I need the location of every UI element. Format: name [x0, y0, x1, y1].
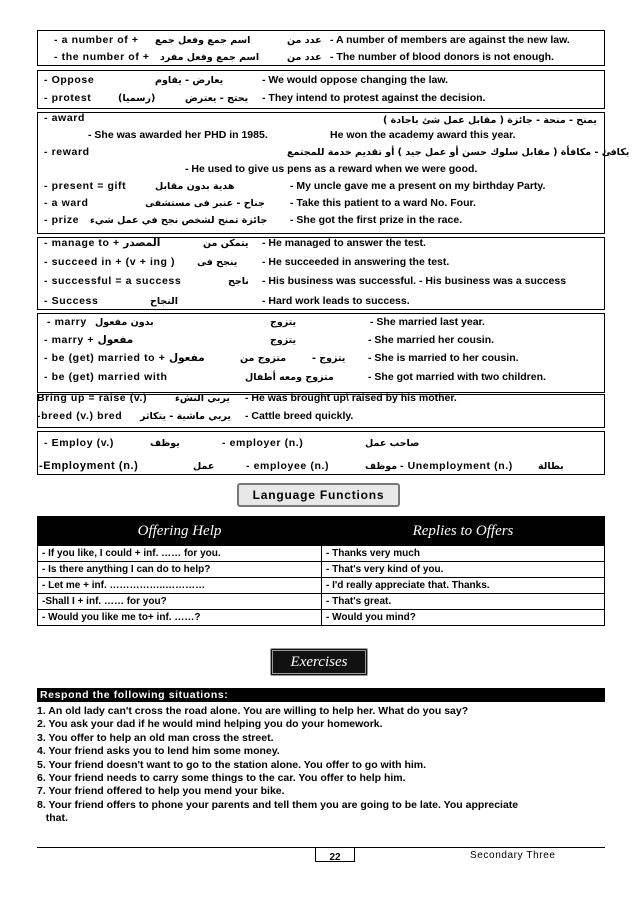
- the-number-of-example: - The number of blood donors is not enough.: [330, 51, 554, 63]
- marry-object-example: - She married her cousin.: [368, 334, 495, 346]
- marry-arabic-2: يتزوج: [270, 317, 297, 328]
- married-with-arabic: متزوج ومعه أطفال: [245, 372, 334, 383]
- number-of-arabic: اسم جمع وفعل جمع: [155, 35, 251, 46]
- replies-header: Replies to Offers: [322, 517, 605, 546]
- list-item: 7. Your friend offered to help you mend your bike.: [37, 785, 285, 798]
- ward-arabic: جناح - عنبر فى مستشفى: [145, 198, 265, 209]
- exercises-instruction: Respond the following situations:: [37, 688, 605, 702]
- employ-arabic: يوظف: [150, 438, 180, 449]
- succeed-term: - succeed in + (v + ing ): [44, 256, 176, 268]
- reply-cell: - That's great.: [322, 594, 605, 610]
- list-item: that.: [37, 812, 68, 825]
- manage-example: - He managed to answer the test.: [262, 237, 426, 249]
- reply-cell: - Thanks very much: [322, 546, 605, 562]
- succeed-arabic: ينجح فى: [197, 257, 238, 268]
- oppose-arabic: يعارض - يقاوم: [155, 75, 224, 86]
- married-with-example: - She got married with two children.: [368, 371, 546, 383]
- award-arabic: يمنح - منحة - جائزة ( مقابل عمل شئ باجادة ): [383, 115, 597, 126]
- offer-cell: - Would you like me to+ inf. ……?: [38, 610, 322, 626]
- married-to-term: - be (get) married to + مفعول: [44, 352, 205, 364]
- breed-example: - Cattle breed quickly.: [245, 410, 354, 422]
- reward-arabic: يكافئ - مكافأة ( مقابل سلوك حسن أو عمل جيد ) أو تقديم خدمة للمجتمع: [287, 147, 630, 158]
- protest-arabic-note: (رسميا): [118, 93, 156, 104]
- the-number-of-arabic: اسم جمع وفعل مفرد: [160, 52, 260, 63]
- married-to-arabic: متزوج من: [240, 353, 287, 364]
- present-arabic: هدية بدون مقابل: [155, 181, 235, 192]
- number-of-term: - a number of +: [54, 34, 139, 46]
- offer-cell: - Is there anything I can do to help?: [38, 562, 322, 578]
- offer-cell: - Let me + inf. ……………..…………: [38, 578, 322, 594]
- exercises-banner: [270, 648, 368, 676]
- reply-cell: - Would you mind?: [322, 610, 605, 626]
- ward-example: - Take this patient to a ward No. Four.: [290, 197, 476, 209]
- language-functions-table: [37, 516, 605, 626]
- the-number-of-term: - the number of +: [54, 51, 150, 63]
- the-number-of-arabic-2: عدد من: [287, 52, 322, 63]
- bring-up-example: - He was brought up\ raised by his mother.: [245, 392, 457, 404]
- prize-term: - prize: [44, 214, 80, 226]
- successful-example: - His business was successful. - His business was a success: [262, 275, 567, 287]
- employment-arabic: عمل: [193, 461, 215, 472]
- employer-arabic: صاحب عمل: [365, 438, 420, 449]
- ward-term: - a ward: [44, 197, 89, 209]
- unemployment-arabic: بطالة: [538, 461, 564, 472]
- successful-arabic: ناجح: [228, 276, 249, 287]
- list-item: 6. Your friend needs to carry some things to the car. You offer to help him.: [37, 772, 406, 785]
- employ-term: - Employ (v.): [44, 437, 115, 449]
- success-arabic: النجاح: [150, 296, 178, 307]
- marry-arabic: بدون مفعول: [95, 317, 154, 328]
- marry-example: - She married last year.: [370, 316, 485, 328]
- protest-example: - They intend to protest against the decision.: [262, 92, 486, 104]
- prize-example: - She got the first prize in the race.: [290, 214, 463, 226]
- success-example: - Hard work leads to success.: [262, 295, 410, 307]
- present-term: - present = gift: [44, 180, 127, 192]
- marry-object-arabic: يتزوج: [270, 335, 297, 346]
- bring-up-term: Bring up = raise (v.): [37, 392, 148, 404]
- prize-arabic: جائزة تمنح لشخص نجح في عمل شيء: [90, 215, 268, 226]
- reward-example: - He used to give us pens as a reward when we were good.: [185, 163, 478, 175]
- employee-arabic: موظف: [365, 461, 398, 472]
- reward-term: - reward: [44, 146, 90, 158]
- page-number-box: [315, 847, 355, 862]
- breed-term: -breed (v.) bred: [37, 410, 123, 422]
- footer-label: Secondary Three: [470, 850, 556, 861]
- exercises-list: [37, 705, 612, 826]
- offering-help-header: Offering Help: [38, 517, 322, 546]
- list-item: 5. Your friend doesn't want to go to the station alone. You offer to go with him.: [37, 758, 427, 771]
- protest-arabic: يحتج - يعترض: [185, 93, 249, 104]
- married-to-arabic-2: يتزوج -: [312, 353, 346, 364]
- married-with-term: - be (get) married with: [44, 371, 168, 383]
- protest-term: - protest: [44, 92, 92, 104]
- succeed-example: - He succeeded in answering the test.: [262, 256, 450, 268]
- success-term: - Success: [44, 295, 99, 307]
- offer-cell: - If you like, I could + inf. …… for you.: [38, 546, 322, 562]
- award-term: - award: [44, 112, 85, 124]
- successful-term: - successful = a success: [44, 275, 182, 287]
- list-item: 2. You ask your dad if he would mind helping you do your homework.: [37, 718, 383, 731]
- employee-term: - employee (n.): [246, 460, 330, 472]
- number-of-example: - A number of members are against the new law.: [330, 34, 570, 46]
- oppose-example: - We would oppose changing the law.: [262, 74, 449, 86]
- reply-cell: - That's very kind of you.: [322, 562, 605, 578]
- unemployment-term: - Unemployment (n.): [400, 460, 513, 472]
- offer-cell: -Shall I + inf. …… for you?: [38, 594, 322, 610]
- language-functions-title: Language Functions: [252, 488, 385, 502]
- page-number: 22: [329, 852, 341, 863]
- oppose-term: - Oppose: [44, 74, 95, 86]
- award-example-1: - She was awarded her PHD in 1985.: [88, 129, 268, 141]
- marry-object-term: - marry + مفعول: [44, 334, 134, 346]
- award-example-2: He won the academy award this year.: [330, 129, 516, 141]
- bring-up-arabic: يربي النشء: [175, 393, 230, 404]
- marry-term: - marry: [47, 316, 87, 328]
- manage-arabic: يتمكن من: [203, 238, 249, 249]
- exercises-title: Exercises: [290, 653, 348, 670]
- married-to-example: - She is married to her cousin.: [368, 352, 519, 364]
- employer-term: - employer (n.): [222, 437, 304, 449]
- language-functions-banner: [237, 483, 400, 507]
- breed-arabic: يربي ماشية - يتكاثر: [140, 411, 231, 422]
- list-item: 4. Your friend asks you to lend him some money.: [37, 745, 280, 758]
- list-item: 1. An old lady can't cross the road alone. You are willing to help her. What do you say?: [37, 705, 469, 717]
- manage-term: - manage to + المصدر: [44, 237, 161, 249]
- list-item: 3. You offer to help an old man cross the street.: [37, 731, 274, 744]
- list-item: 8. Your friend offers to phone your parents and tell them you are going to be late. You appreciate: [37, 798, 519, 811]
- employment-term: -Employment (n.): [39, 460, 139, 472]
- present-example: - My uncle gave me a present on my birthday Party.: [290, 180, 546, 192]
- reply-cell: - I'd really appreciate that. Thanks.: [322, 578, 605, 594]
- number-of-arabic-2: عدد من: [287, 35, 322, 46]
